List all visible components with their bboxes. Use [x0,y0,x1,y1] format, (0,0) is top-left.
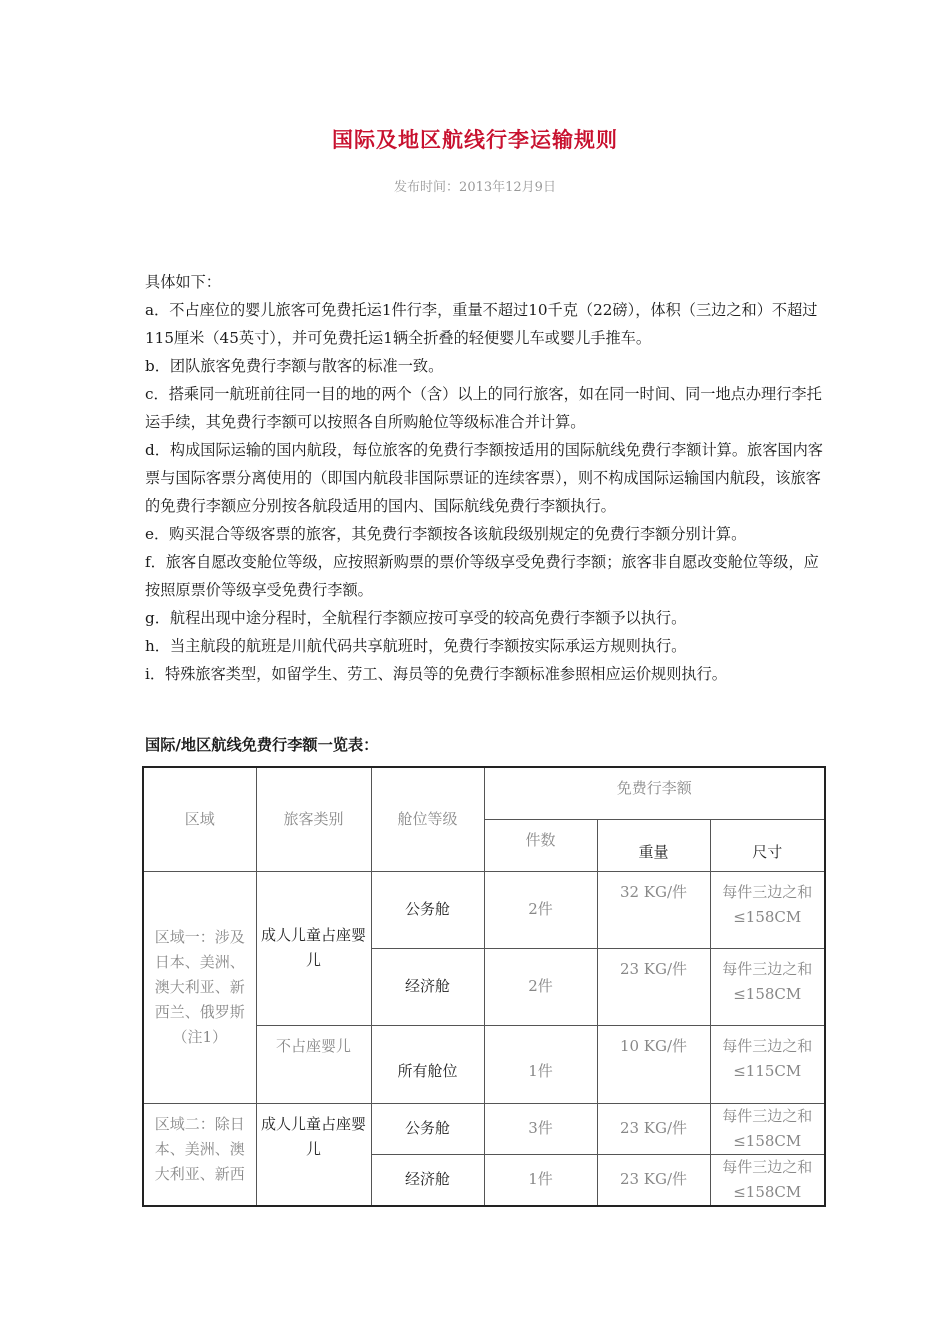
region2-row1-cabin: 公务舱 [371,1103,484,1154]
header-size: 尺寸 [710,819,825,871]
region1-row2-cabin: 经济舱 [371,948,484,1025]
region2-row1-pieces: 3件 [484,1103,597,1154]
paragraph-g: g．航程出现中途分程时，全航程行李额应按可享受的较高免费行李额予以执行。 [145,609,687,627]
paragraph-h: h．当主航段的航班是川航代码共享航班时，免费行李额按实际承运方规则执行。 [145,637,687,655]
paragraph-i: i．特殊旅客类型，如留学生、劳工、海员等的免费行李额标准参照相应运价规则执行。 [145,665,727,683]
publish-date: 发布时间：2013年12月9日 [394,180,556,195]
region1-row3-size: 每件三边之和≤115CM [710,1025,825,1103]
header-pieces: 件数 [484,819,597,871]
paragraph-f: f．旅客自愿改变舱位等级，应按照新购票的票价等级享受免费行李额；旅客非自愿改变舱位等级，应按照原票价等级享受免费行李额。 [145,553,819,599]
header-region: 区域 [143,767,256,871]
header-passenger-type: 旅客类别 [256,767,371,871]
header-cabin-class: 舱位等级 [371,767,484,871]
paragraph-intro: 具体如下： [145,273,221,291]
region1-row3-cabin: 所有舱位 [371,1025,484,1103]
region1-row3-weight: 10 KG/件 [597,1025,710,1103]
region1-row3-pieces: 1件 [484,1025,597,1103]
table-heading: 国际/地区航线免费行李额一览表： [145,736,379,754]
region1-row1-pieces: 2件 [484,871,597,948]
document-title: 国际及地区航线行李运输规则 [332,128,618,152]
paragraph-b: b．团队旅客免费行李额与散客的标准一致。 [145,357,444,375]
region1-passengers-adult: 成人儿童占座婴儿 [256,871,371,1025]
region2-row2-size: 每件三边之和≤158CM [710,1154,825,1206]
paragraph-a: a．不占座位的婴儿旅客可免费托运1件行李，重量不超过10千克（22磅），体积（三边之和）不超过115厘米（45英寸），并可免费托运1辆全折叠的轻便婴儿车或婴儿手推车。 [145,301,818,347]
region2-name: 区域二：除日本、美洲、澳大利亚、新西 [143,1103,256,1206]
region1-name: 区域一：涉及日本、美洲、澳大利亚、新西兰、俄罗斯（注1） [143,871,256,1103]
region1-row1-cabin: 公务舱 [371,871,484,948]
header-free-baggage: 免费行李额 [484,767,825,819]
region2-row1-weight: 23 KG/件 [597,1103,710,1154]
region1-row1-weight: 32 KG/件 [597,871,710,948]
paragraph-d: d．构成国际运输的国内航段，每位旅客的免费行李额按适用的国际航线免费行李额计算。旅客国内客票与国际客票分离使用的（即国内航段非国际票证的连续客票），则不构成国际运输国内航段，该旅客的免费行李额应分别按各航段适用的国内、国际航线免费行李额执行。 [145,441,823,515]
region1-passengers-infant: 不占座婴儿 [256,1025,371,1103]
region2-row2-pieces: 1件 [484,1154,597,1206]
rules-body [145,268,825,688]
header-weight: 重量 [597,819,710,871]
paragraph-e: e．购买混合等级客票的旅客，其免费行李额按各该航段级别规定的免费行李额分别计算。 [145,525,747,543]
region1-row1-size: 每件三边之和≤158CM [710,871,825,948]
region1-row2-pieces: 2件 [484,948,597,1025]
region1-row2-size: 每件三边之和≤158CM [710,948,825,1025]
region2-row1-size: 每件三边之和≤158CM [710,1103,825,1154]
region2-row2-cabin: 经济舱 [371,1154,484,1206]
baggage-allowance-table [142,766,826,1207]
paragraph-c: c．搭乘同一航班前往同一目的地的两个（含）以上的同行旅客，如在同一时间、同一地点办理行李托运手续，其免费行李额可以按照各自所购舱位等级标准合并计算。 [145,385,822,431]
region2-row2-weight: 23 KG/件 [597,1154,710,1206]
region1-row2-weight: 23 KG/件 [597,948,710,1025]
region2-passengers-adult: 成人儿童占座婴儿 [256,1103,371,1206]
